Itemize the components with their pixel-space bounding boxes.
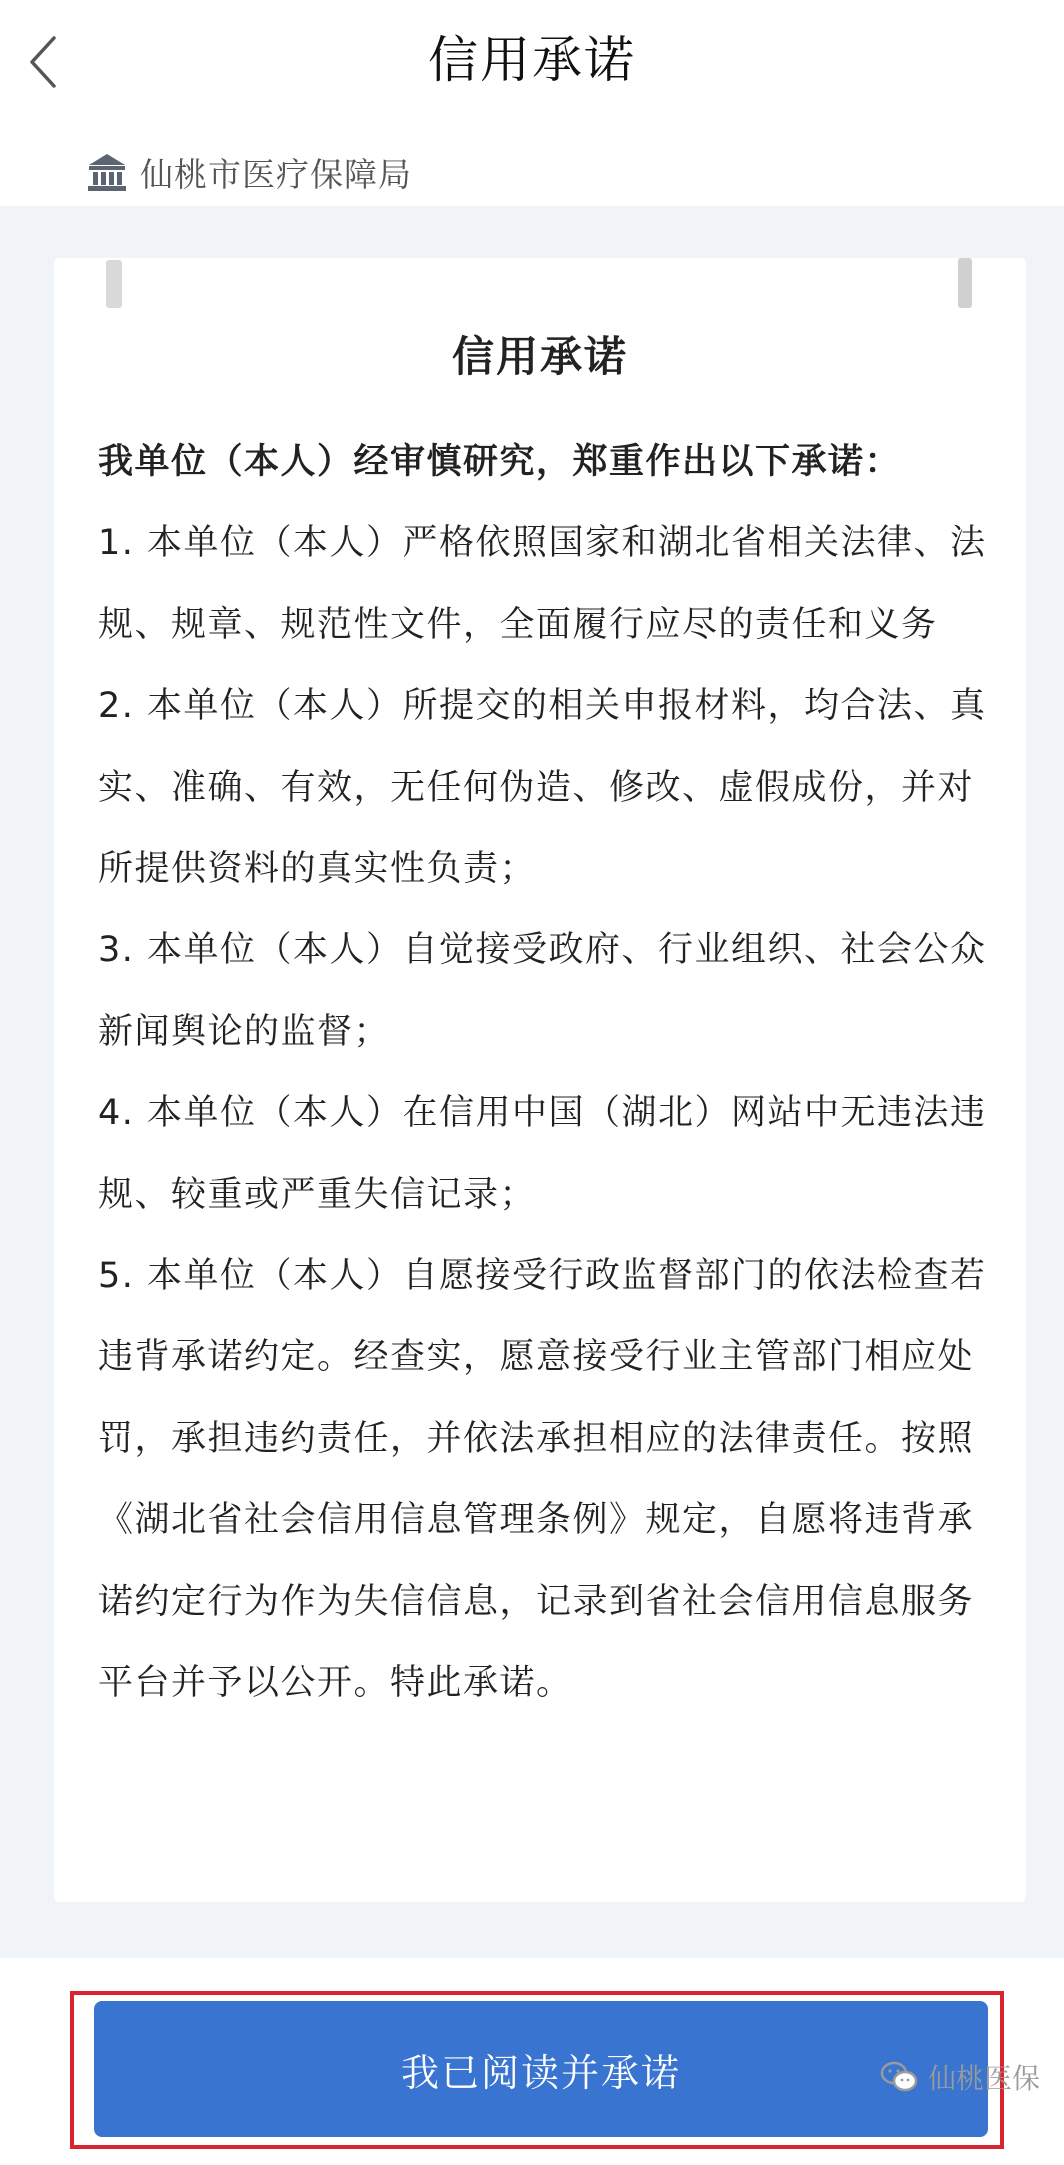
wechat-icon — [880, 2061, 918, 2093]
commitment-item-4: 4. 本单位（本人）在信用中国（湖北）网站中无违法违规、较重或严重失信记录； — [98, 1093, 987, 1215]
page-title: 信用承诺 — [428, 31, 636, 89]
commitment-item-3: 3. 本单位（本人）自觉接受政府、行业组织、社会公众新闻舆论的监督； — [98, 930, 987, 1052]
commitment-item-2: 2. 本单位（本人）所提交的相关申报材料，均合法、真实、准确、有效，无任何伪造、修改、虚假成份，并对所提供资料的真实性负责； — [98, 686, 987, 890]
scroll-indicator-left — [106, 260, 122, 308]
scrollbar-thumb[interactable] — [958, 258, 972, 308]
agree-button[interactable]: 我已阅读并承诺 — [94, 2001, 988, 2137]
commitment-item-5: 5. 本单位（本人）自愿接受行政监督部门的依法检查若违背承诺约定。经查实，愿意接受行业主管部门相应处罚，承担违约责任，并依法承担相应的法律责任。按照《湖北省社会信用信息管理条例》规定，自愿将违背承诺约定行为作为失信信息，记录到省社会信用信息服务平台并予以公开。特此承诺。 — [98, 1256, 987, 1704]
watermark-text: 仙桃医保 — [928, 2062, 1041, 2095]
commitment-item-1: 1. 本单位（本人）严格依照国家和湖北省相关法律、法规、规章、规范性文件，全面履行应尽的责任和义务 — [98, 523, 987, 645]
card-title: 信用承诺 — [451, 332, 628, 381]
org-info — [86, 146, 412, 198]
commitment-intro: 我单位（本人）经审慎研究，郑重作出以下承诺： — [98, 442, 902, 482]
government-building-icon — [86, 151, 128, 193]
commitment-text — [98, 422, 998, 1725]
nav-header — [0, 0, 1064, 130]
watermark — [880, 2052, 1040, 2102]
org-name: 仙桃市医疗保障局 — [140, 154, 412, 194]
commitment-card[interactable] — [54, 258, 1026, 1902]
